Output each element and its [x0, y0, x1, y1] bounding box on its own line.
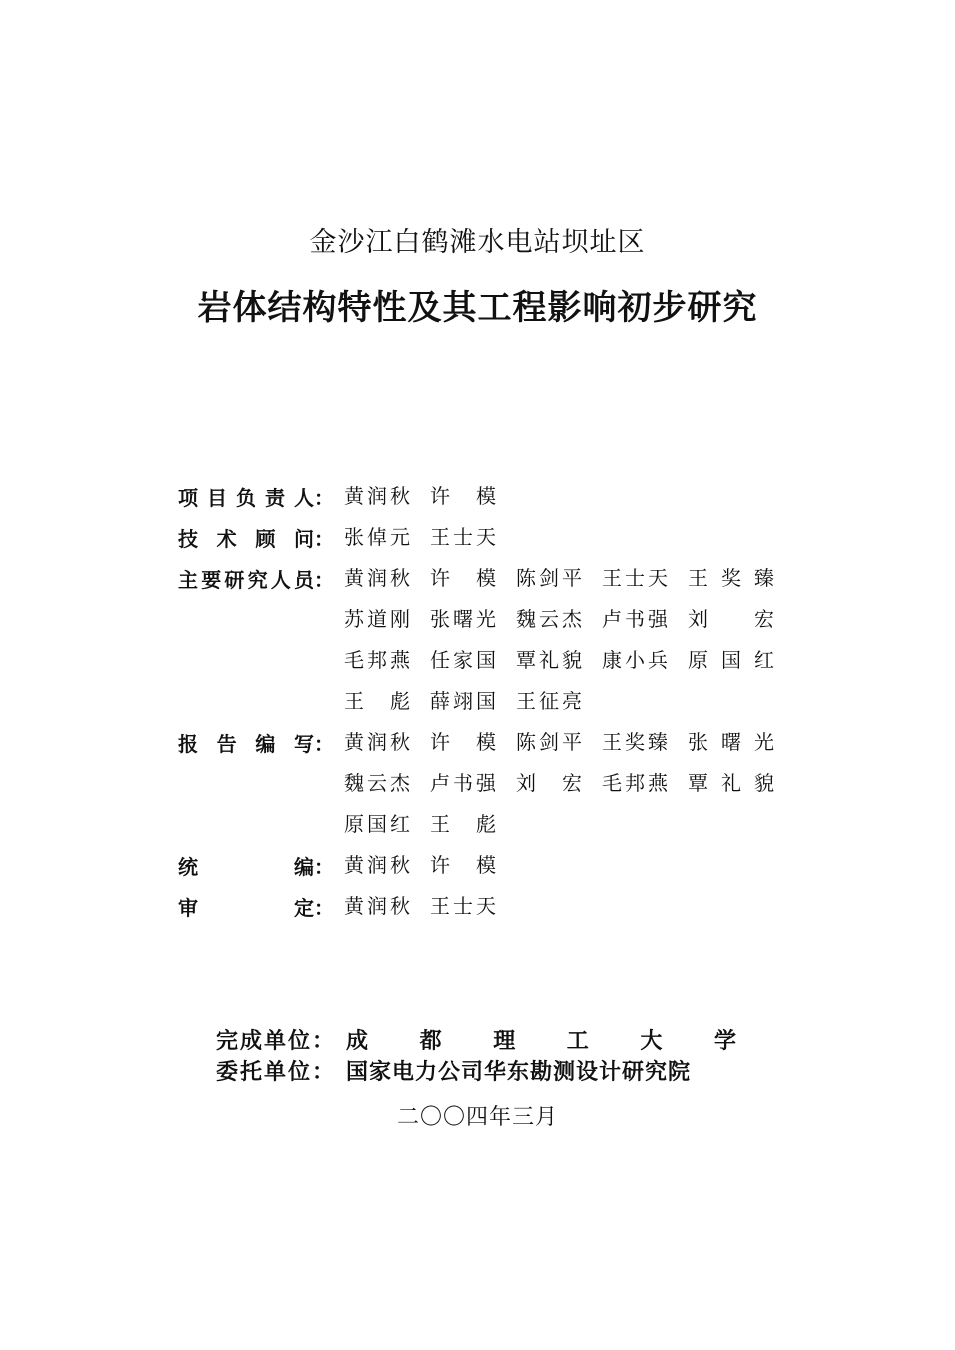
credit-label-text: 统 编 [178, 855, 314, 879]
document-title: 岩体结构特性及其工程影响初步研究 [197, 288, 758, 328]
credit-name: 覃礼貌 [688, 771, 774, 795]
credit-name: 王奖臻 [602, 730, 668, 754]
credit-name: 魏云杰 [344, 771, 410, 795]
credit-names [344, 845, 774, 886]
credit-colon: ： [314, 732, 334, 756]
credit-colon: ： [314, 527, 334, 551]
credit-colon: ： [314, 486, 334, 510]
credit-label [178, 845, 344, 886]
credit-row [178, 558, 778, 722]
credit-label-text: 主 要 研 究 人 员 [178, 568, 314, 592]
credit-row [178, 722, 778, 845]
document-subtitle: 金沙江白鹤滩水电站坝址区 [309, 227, 646, 258]
credit-name: 黄润秋 [344, 853, 410, 877]
credit-name: 许 模 [430, 484, 496, 508]
credit-name: 苏道刚 [344, 607, 410, 631]
credit-label [178, 722, 344, 763]
credit-name: 王士天 [430, 525, 496, 549]
credit-row [178, 845, 778, 886]
credit-name: 康小兵 [602, 648, 668, 672]
credit-name: 张曙光 [430, 607, 496, 631]
credit-name: 许 模 [430, 730, 496, 754]
credit-name: 卢书强 [430, 771, 496, 795]
credit-name: 王士天 [430, 894, 496, 918]
credit-name: 卢书强 [602, 607, 668, 631]
credit-label [178, 517, 344, 558]
commissioned-by-value: 国家电力公司华东勘测设计研究院 [346, 1060, 692, 1085]
credit-name: 黄润秋 [344, 484, 410, 508]
credit-label-text: 项 目 负 责 人 [178, 486, 314, 510]
credit-name: 原国红 [344, 812, 410, 836]
credit-name: 许 模 [430, 566, 496, 590]
credit-name: 王 彪 [344, 689, 410, 713]
completed-by-label: 完成单位： [216, 1029, 337, 1054]
credit-name: 魏云杰 [516, 607, 582, 631]
credit-name: 原国红 [688, 648, 774, 672]
completed-by-value: 成都理工大学 [346, 1029, 736, 1054]
commissioned-by-row [216, 1057, 736, 1088]
credit-label [178, 476, 344, 517]
credit-name: 任家国 [430, 648, 496, 672]
completed-by-row [216, 1026, 736, 1057]
credit-name: 毛邦燕 [602, 771, 668, 795]
credit-label [178, 886, 344, 927]
credit-name: 黄润秋 [344, 566, 410, 590]
credit-names [344, 476, 774, 517]
credit-label-text: 技 术 顾 问 [178, 527, 314, 551]
credit-name: 张倬元 [344, 525, 410, 549]
credits-list [178, 476, 778, 927]
credit-name: 王 彪 [430, 812, 496, 836]
credit-names [344, 722, 774, 845]
credit-name: 薛翊国 [430, 689, 496, 713]
credit-colon: ： [314, 855, 334, 879]
credit-name: 许 模 [430, 853, 496, 877]
credit-row [178, 476, 778, 517]
credit-colon: ： [314, 896, 334, 920]
credit-name: 黄润秋 [344, 730, 410, 754]
credit-name: 刘 宏 [516, 771, 582, 795]
credit-name: 刘 宏 [688, 607, 774, 631]
footer-block [216, 1026, 736, 1088]
credit-name: 覃礼貌 [516, 648, 582, 672]
credit-label-text: 报 告 编 写 [178, 732, 314, 756]
credit-row [178, 517, 778, 558]
credit-name: 张曙光 [688, 730, 774, 754]
credit-row [178, 886, 778, 927]
credit-name: 王奖臻 [688, 566, 774, 590]
credit-name: 陈剑平 [516, 566, 582, 590]
credit-name: 陈剑平 [516, 730, 582, 754]
credit-label [178, 558, 344, 599]
commissioned-by-label: 委托单位： [216, 1060, 337, 1085]
credit-name: 黄润秋 [344, 894, 410, 918]
credit-names [344, 517, 774, 558]
credit-names [344, 886, 774, 927]
document-date: 二〇〇四年三月 [396, 1105, 558, 1130]
credit-name: 毛邦燕 [344, 648, 410, 672]
credit-names [344, 558, 774, 722]
credit-name: 王士天 [602, 566, 668, 590]
credit-colon: ： [314, 568, 334, 592]
credit-label-text: 审 定 [178, 896, 314, 920]
credit-name: 王征亮 [516, 689, 582, 713]
